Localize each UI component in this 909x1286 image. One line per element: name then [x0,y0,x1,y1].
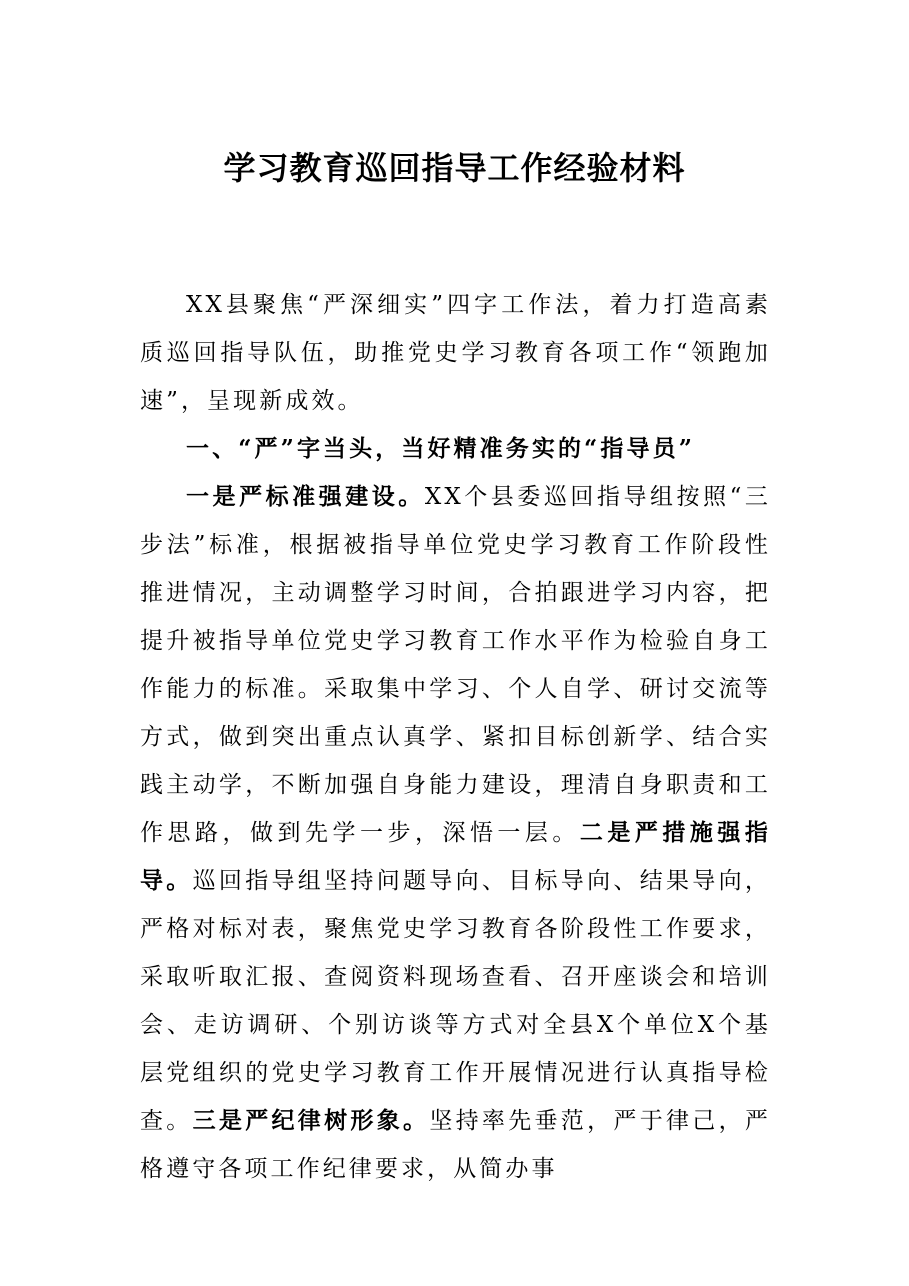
document-title: 学习教育巡回指导工作经验材料 [223,149,686,187]
point-2-text: 巡回指导组坚持问题导向、目标导向、结果导向，严格对标对表，聚焦党史学习教育各阶段性工作要求，采取听取汇报、查阅资料现场查看、召开座谈会和培训会、走访调研、个别访谈等方式对全县X个单位X个基层党组织的党史学习教育工作开展情况进行认真指导检查。 [140,868,772,1134]
section-body-paragraph [140,473,771,1193]
point-3-lead: 三是严纪律树形象。 [192,1107,430,1134]
point-1-text: XX个县委巡回指导组按照“三步法”标准，根据被指导单位党史学习教育工作阶段性推进情况，主动调整学习时间，合拍跟进学习内容，把提升被指导单位党史学习教育工作水平作为检验自身工作能力的标准。采取集中学习、个人自学、研讨交流等方式，做到突出重点认真学、紧扣目标创新学、结合实践主动学，不断加强自身能力建设，理清自身职责和工作思路，做到先学一步，深悟一层。 [140,484,771,846]
document-body [140,281,771,1193]
section-heading: 一、“严”字当头，当好精准务实的“指导员” [186,435,696,462]
point-3-text: 坚持率先垂范，严于律己，严格遵守各项工作纪律要求，从简办事 [140,1108,772,1182]
intro-paragraph: XX县聚焦“严深细实”四字工作法，着力打造高素质巡回指导队伍，助推党史学习教育各项工作“领跑加速”，呈现新成效。 [140,292,771,414]
point-2-lead: 二是严措施强指导。 [140,819,771,894]
point-1-lead: 一是严标准强建设。 [186,483,425,510]
